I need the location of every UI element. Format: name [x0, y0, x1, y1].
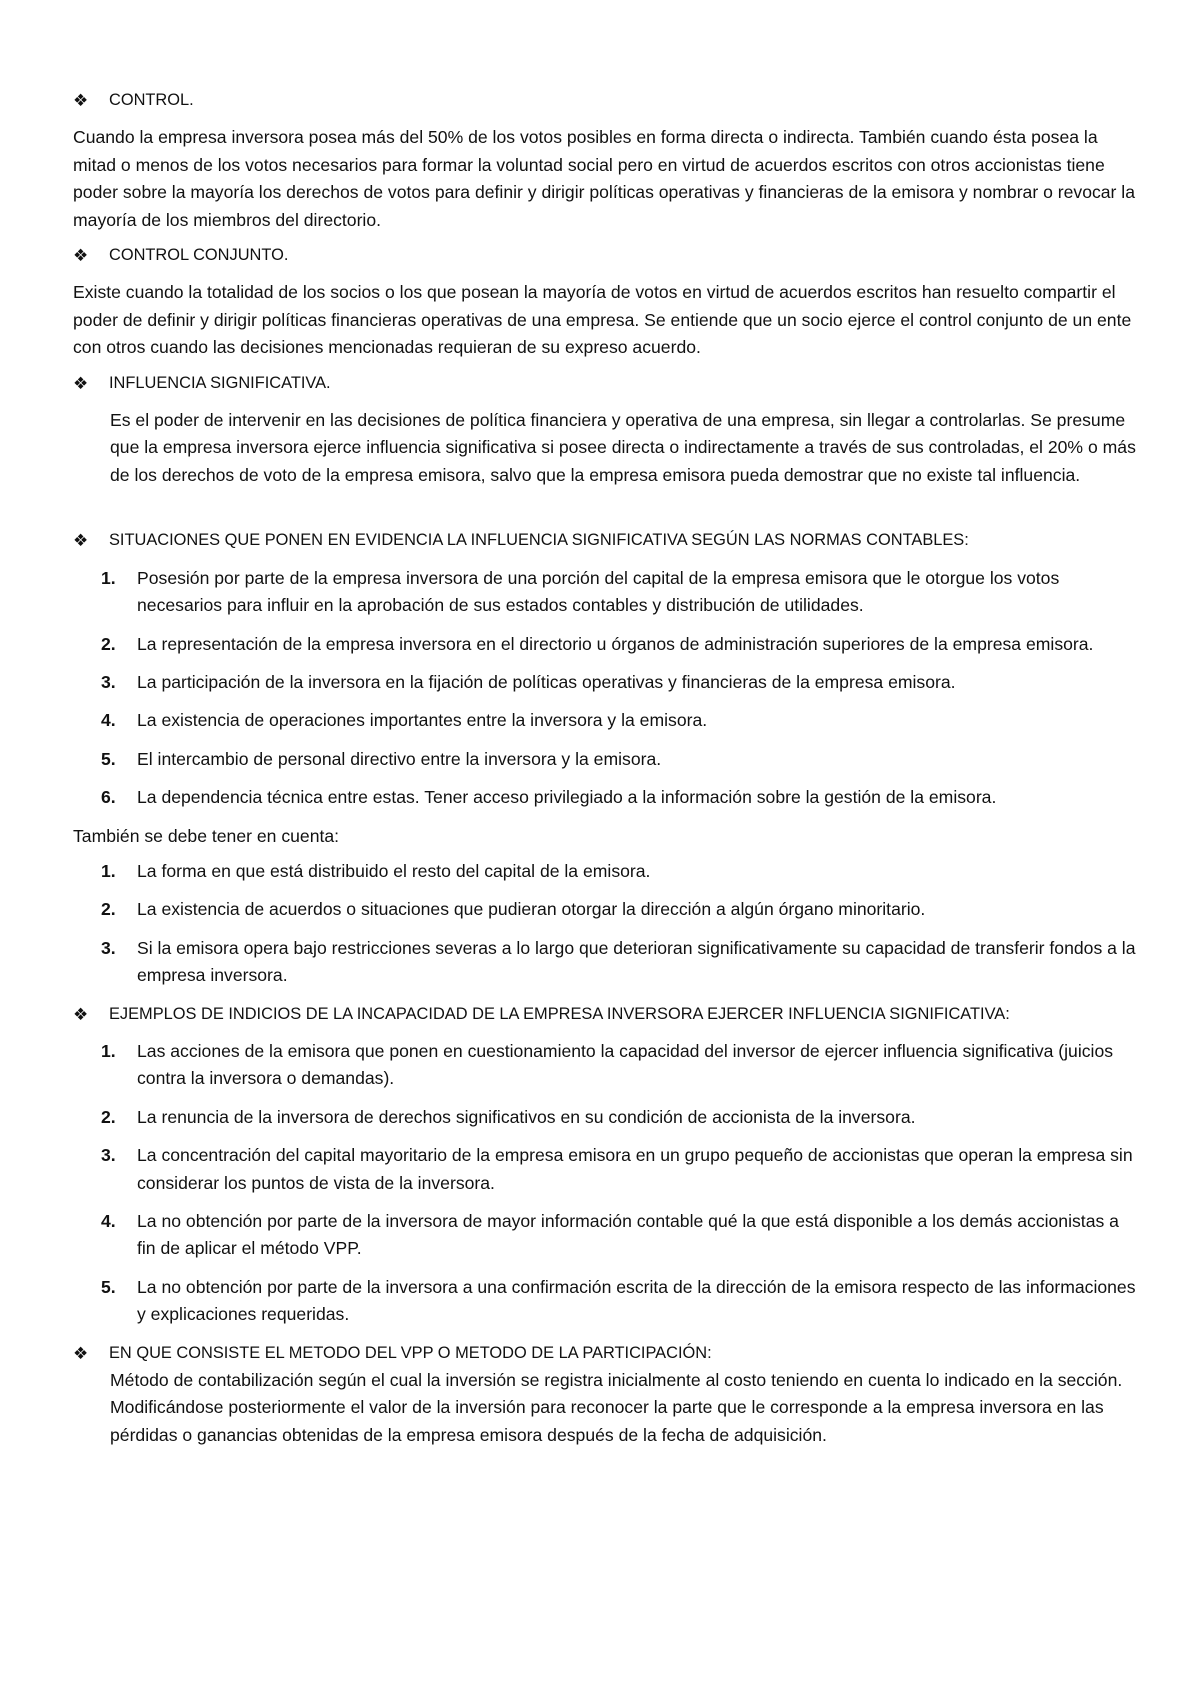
list-number: 1.	[101, 1040, 116, 1061]
list-item-text: Las acciones de la emisora que ponen en cuestionamiento la capacidad del inversor de ejercer influencia significativa (juicios contra la inversora o demandas).	[137, 1040, 1114, 1089]
heading-text: INFLUENCIA SIGNIFICATIVA.	[109, 373, 331, 392]
list-ejemplos	[73, 1038, 1140, 1329]
list-item	[73, 1038, 1140, 1093]
list-item-text: La no obtención por parte de la inversora a una confirmación escrita de la dirección de la emisora respecto de las informaciones y explicaciones requeridas.	[137, 1276, 1136, 1325]
list-item	[73, 1208, 1140, 1263]
diamond-bullet-icon: ❖	[73, 373, 89, 393]
list-number: 3.	[101, 1145, 116, 1166]
heading-text: EN QUE CONSISTE EL METODO DEL VPP O METODO DE LA PARTICIPACIÓN:	[109, 1343, 712, 1362]
list-number: 1.	[101, 860, 116, 881]
list-item	[73, 858, 1140, 885]
list-number: 4.	[101, 710, 116, 731]
list-item-text: La participación de la inversora en la fijación de políticas operativas y financieras de la empresa emisora.	[137, 671, 956, 692]
paragraph-control: Cuando la empresa inversora posea más del 50% de los votos posibles en forma directa o indirecta. También cuando ésta posea la mitad o menos de los votos necesarios para formar la voluntad social pero en virtud de acuerdos escritos con otros accionistas tiene poder sobre la mayoría los derechos de votos para definir y dirigir políticas operativas y financieras de la emisora y nombrar o revocar la mayoría de los miembros del directorio.	[73, 127, 1135, 230]
section-heading-influencia	[73, 370, 1140, 397]
list-item-text: La existencia de acuerdos o situaciones que pudieran otorgar la dirección a algún órgano minoritario.	[137, 899, 926, 920]
list-number: 6.	[101, 787, 116, 808]
list-number: 1.	[101, 567, 116, 588]
list-item-text: La renuncia de la inversora de derechos significativos en su condición de accionista de la inversora.	[137, 1106, 916, 1127]
list-number: 5.	[101, 748, 116, 769]
paragraph-vpp: Método de contabilización según el cual la inversión se registra inicialmente al costo teniendo en cuenta lo indicado en la sección. Modificándose posteriormente el valor de la inversión para reconocer la parte que le corresponde a la empresa inversora en las pérdidas o ganancias obtenidas de la empresa emisora después de la fecha de adquisición.	[110, 1370, 1123, 1445]
list-item-text: El intercambio de personal directivo entre la inversora y la emisora.	[137, 748, 662, 769]
heading-text: CONTROL CONJUNTO.	[109, 246, 289, 265]
section-heading-control-conjunto	[73, 242, 1140, 269]
paragraph-control-conjunto: Existe cuando la totalidad de los socios o los que posean la mayoría de votos en virtud de acuerdos escritos han resuelto compartir el poder de definir y dirigir políticas financieras operativas de una empresa. Se entiende que un socio ejerce el control conjunto de un ente con otros cuando las decisiones mencionadas requieran de su expreso acuerdo.	[73, 282, 1132, 358]
list-number: 4.	[101, 1211, 116, 1231]
list-situaciones	[73, 565, 1140, 812]
list-number: 2.	[101, 1106, 116, 1127]
list-item-text: La concentración del capital mayoritario de la empresa emisora en un grupo pequeño de accionistas que operan la empresa sin considerar los puntos de vista de la inversora.	[137, 1145, 1133, 1193]
section-heading-vpp	[73, 1340, 1140, 1367]
heading-text: SITUACIONES QUE PONEN EN EVIDENCIA LA INFLUENCIA SIGNIFICATIVA SEGÚN LAS NORMAS CONTABLES:	[109, 531, 969, 550]
list-item	[73, 935, 1140, 990]
heading-text: CONTROL.	[109, 91, 194, 109]
blank-line	[73, 497, 1140, 527]
list-number: 3.	[101, 671, 116, 692]
paragraph-tambien: También se debe tener en cuenta:	[73, 825, 340, 846]
list-item	[73, 896, 1140, 923]
diamond-bullet-icon: ❖	[73, 246, 89, 266]
heading-text: EJEMPLOS DE INDICIOS DE LA INCAPACIDAD DE LA EMPRESA INVERSORA EJERCER INFLUENCIA SIGNIFICATIVA:	[109, 1004, 1010, 1023]
diamond-bullet-icon: ❖	[73, 1004, 89, 1024]
diamond-bullet-icon: ❖	[73, 91, 89, 110]
list-item	[73, 707, 1140, 734]
list-item	[73, 1104, 1140, 1131]
diamond-bullet-icon: ❖	[73, 531, 89, 551]
list-number: 2.	[101, 633, 116, 654]
list-item-text: Posesión por parte de la empresa inversora de una porción del capital de la empresa emisora que le otorgue los votos necesarios para influir en la aprobación de sus estados contables y distribución de utilidades.	[137, 567, 1060, 616]
list-number: 5.	[101, 1276, 116, 1297]
list-item	[73, 565, 1140, 620]
list-item-text: La representación de la empresa inversora en el directorio u órganos de administración superiores de la empresa emisora.	[137, 633, 1094, 654]
list-item-text: Si la emisora opera bajo restricciones severas a lo largo que deterioran significativamente su capacidad de transferir fondos a la empresa inversora.	[137, 937, 1136, 986]
list-item-text: La dependencia técnica entre estas. Tener acceso privilegiado a la información sobre la gestión de la emisora.	[137, 787, 997, 808]
list-item	[73, 1274, 1140, 1329]
list-item	[73, 784, 1140, 811]
paragraph-influencia: Es el poder de intervenir en las decisiones de política financiera y operativa de una empresa, sin llegar a controlarlas. Se presume que la empresa inversora ejerce influencia significativa si posee directa o indirectamente a través de sus controladas, el 20% o más de los derechos de voto de la empresa emisora, salvo que la empresa emisora pueda demostrar que no existe tal influencia.	[110, 410, 1136, 485]
section-heading-ejemplos	[73, 1001, 1140, 1028]
list-number: 2.	[101, 899, 116, 920]
diamond-bullet-icon: ❖	[73, 1343, 89, 1363]
list-item-text: La forma en que está distribuido el resto del capital de la emisora.	[137, 860, 651, 881]
list-number: 3.	[101, 937, 116, 958]
section-heading-situaciones	[73, 527, 1140, 554]
list-tambien	[73, 858, 1140, 990]
section-heading-control	[73, 87, 1140, 114]
list-item	[73, 1142, 1140, 1197]
list-item	[73, 631, 1140, 658]
list-item	[73, 746, 1140, 773]
list-item-text: La existencia de operaciones importantes entre la inversora y la emisora.	[137, 710, 708, 731]
list-item-text: La no obtención por parte de la inversora de mayor información contable qué la que está disponible a los demás accionistas a fin de aplicar el método VPP.	[137, 1211, 1119, 1259]
list-item	[73, 669, 1140, 696]
